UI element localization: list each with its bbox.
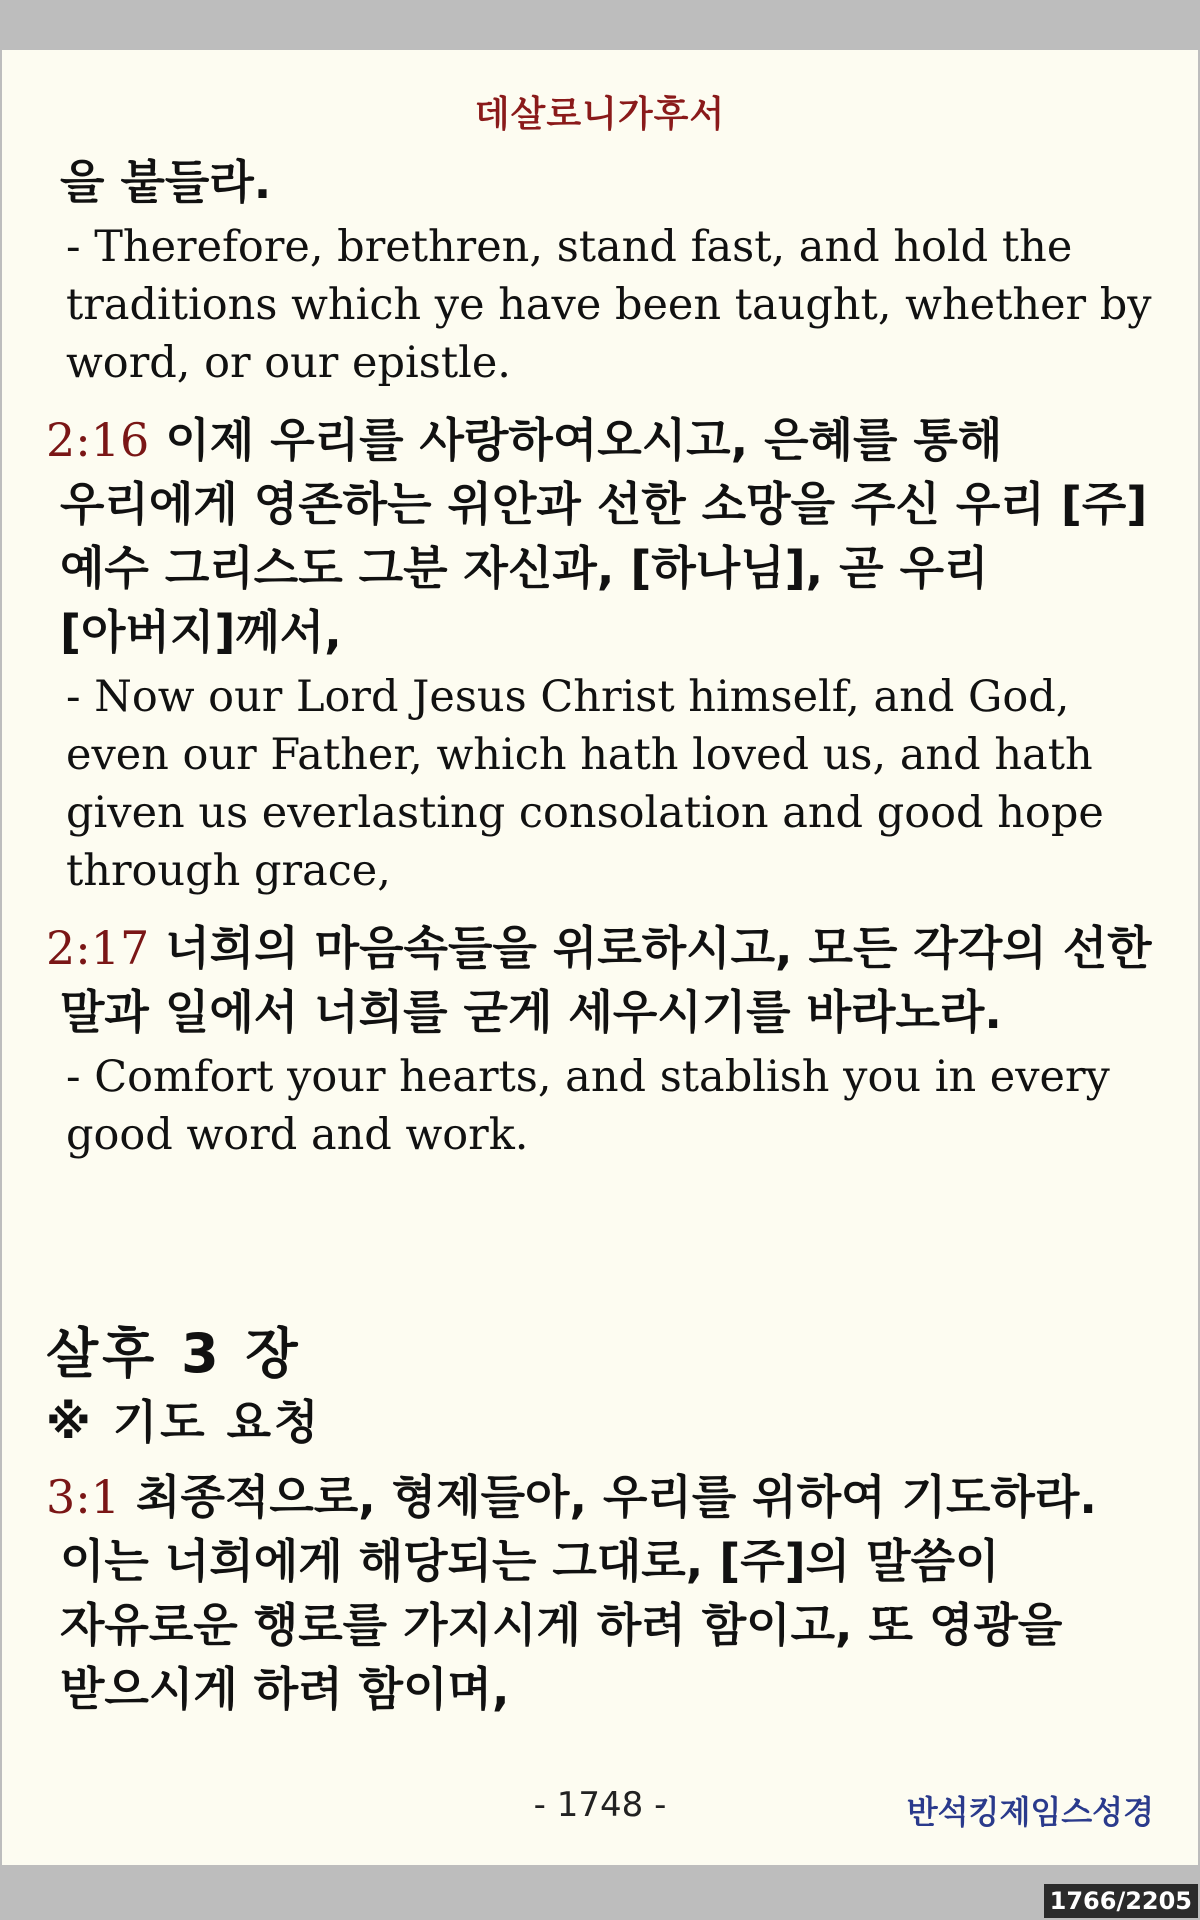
chapter-heading: 살후 3 장 — [46, 1322, 302, 1385]
bible-page[interactable] — [2, 50, 1198, 1865]
verse-english: - Now our Lord Jesus Christ himself, and God, even our Father, which hath loved us, and hath given us everlasting consolation and good hope through grace, — [66, 672, 1104, 896]
verse-block — [2, 150, 1198, 392]
verse-english: - Therefore, brethren, stand fast, and hold the traditions which ye have been taught, whether by word, or our epistle. — [66, 222, 1152, 388]
verse-korean: 3:1 최종적으로, 형제들아, 우리를 위하여 기도하라. 이는 너희에게 해당되는 그대로, [주]의 말씀이 자유로운 행로를 가지시게 하려 함이고, 또 영광을 받으시게 하려 함이며, — [46, 1470, 1097, 1716]
book-title: 데살로니가후서 — [474, 94, 726, 135]
verse-korean: 2:16 이제 우리를 사랑하여오시고, 은혜를 통해 우리에게 영존하는 위안과 선한 소망을 주신 우리 [주] 예수 그리스도 그분 자신과, [하나님], 곧 우리 [아버지]께서, — [46, 413, 1148, 659]
page-number: - 1748 - — [533, 1785, 667, 1825]
verse-english: - Comfort your hearts, and stablish you in every good word and work. — [66, 1052, 1110, 1160]
verse-korean: 2:17 너희의 마음속들을 위로하시고, 모든 각각의 선한 말과 일에서 너희를 굳게 세우시기를 바라노라. — [46, 921, 1152, 1039]
verse-number: 2:16 — [46, 413, 150, 467]
verse-block — [2, 916, 1198, 1164]
section-subheading: ※ 기도 요청 — [46, 1395, 322, 1449]
page-counter-badge: 1766/2205 — [1044, 1884, 1198, 1918]
verse-block — [2, 408, 1198, 900]
verse-number: 2:17 — [46, 921, 150, 975]
brand-label: 반석킹제임스성경 — [906, 1793, 1154, 1831]
verse-content — [2, 150, 1198, 1737]
verse-block — [2, 1465, 1198, 1721]
verse-number: 3:1 — [46, 1470, 121, 1524]
verse-korean: 을 붙들라. — [60, 155, 272, 209]
